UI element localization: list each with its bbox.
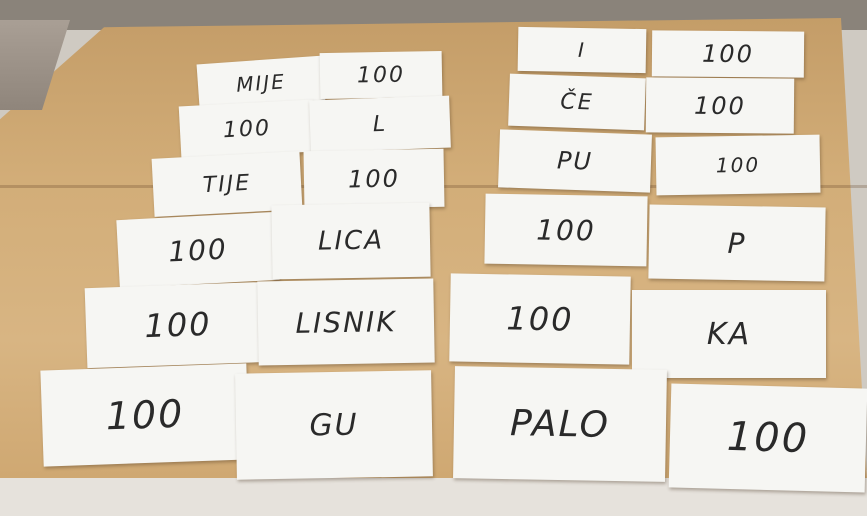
- word-card: 100: [646, 77, 794, 133]
- word-card: KA: [632, 290, 826, 378]
- word-card: 100: [484, 194, 647, 267]
- word-card: PALO: [453, 366, 667, 482]
- word-card: MIJE: [197, 56, 326, 111]
- word-card: ČE: [508, 74, 646, 131]
- word-card: 100: [669, 383, 867, 492]
- word-card: LICA: [271, 203, 430, 280]
- word-card: 100: [85, 282, 272, 368]
- word-card: I: [518, 27, 647, 73]
- word-card: 100: [652, 30, 804, 77]
- word-card: 100: [449, 273, 631, 364]
- word-card: 100: [40, 363, 249, 466]
- word-card: PU: [498, 129, 652, 192]
- word-card: LISNIK: [257, 278, 434, 365]
- word-card: L: [309, 96, 451, 153]
- word-card: 100: [320, 51, 443, 99]
- word-card: 100: [656, 135, 821, 196]
- word-card: TIJE: [152, 151, 303, 217]
- word-card: P: [648, 204, 825, 281]
- word-card: 100: [116, 212, 279, 288]
- word-card: GU: [235, 370, 433, 479]
- word-card: 100: [304, 149, 445, 209]
- word-card: 100: [179, 100, 316, 159]
